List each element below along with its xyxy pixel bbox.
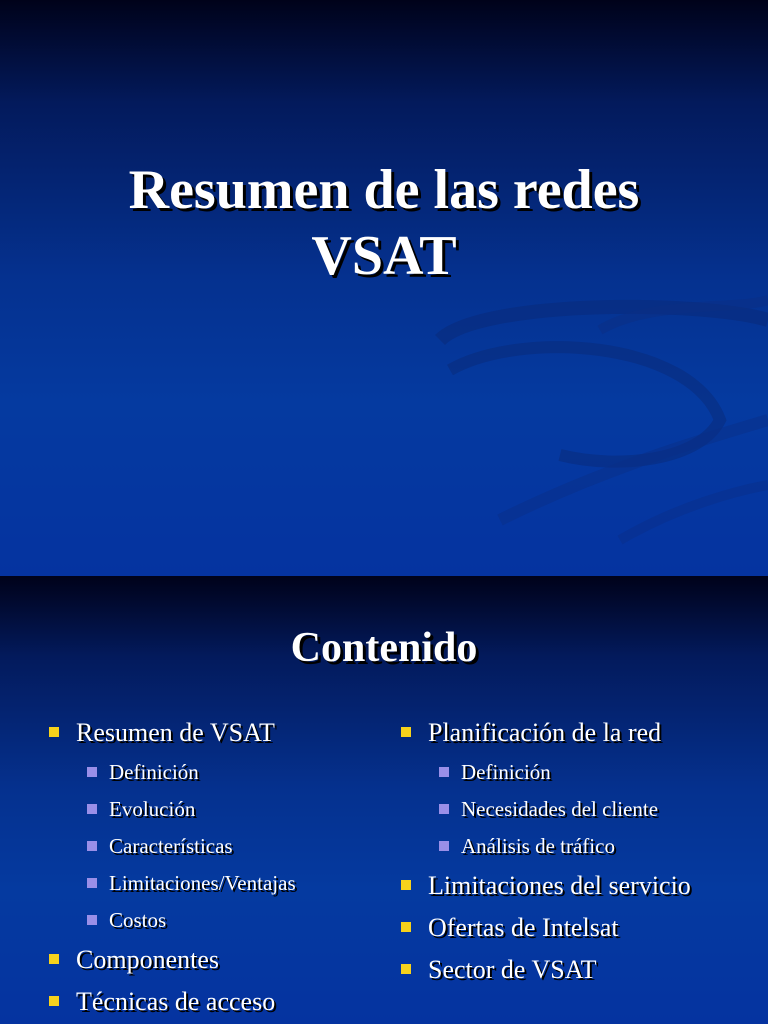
list-item [46, 712, 296, 754]
contents-slide [0, 576, 768, 1024]
lavender-square-bullet-icon [87, 878, 97, 888]
lavender-square-bullet-icon [87, 804, 97, 814]
yellow-square-bullet-icon [401, 922, 411, 932]
slide-title [0, 157, 768, 289]
lavender-square-bullet-icon [439, 767, 449, 777]
slide-title-line-2: VSAT [311, 225, 457, 287]
lavender-square-bullet-icon [439, 804, 449, 814]
list-item [46, 939, 296, 981]
sub-item-label: Necesidades del cliente [461, 797, 659, 821]
sub-item-label: Evolución [109, 797, 196, 821]
lavender-square-bullet-icon [87, 915, 97, 925]
list-item [398, 865, 691, 907]
sub-item-label: Definición [109, 760, 199, 784]
sub-item-label: Análisis de tráfico [461, 834, 615, 858]
item-label: Componentes [76, 945, 219, 974]
yellow-square-bullet-icon [49, 727, 59, 737]
yellow-square-bullet-icon [401, 727, 411, 737]
list-item [398, 712, 691, 754]
yellow-square-bullet-icon [401, 880, 411, 890]
sub-list-item [398, 828, 691, 865]
item-label: Técnicas de acceso [76, 987, 276, 1016]
sub-list-item [46, 902, 296, 939]
item-label: Ofertas de Intelsat [428, 913, 619, 942]
yellow-square-bullet-icon [401, 964, 411, 974]
lavender-square-bullet-icon [439, 841, 449, 851]
sub-list-item [46, 828, 296, 865]
list-item [46, 981, 296, 1023]
item-label: Sector de VSAT [428, 955, 597, 984]
sub-item-label: Definición [461, 760, 551, 784]
sub-item-label: Limitaciones/Ventajas [109, 871, 296, 895]
slide-title-line-1: Resumen de las redes [128, 159, 640, 221]
lavender-square-bullet-icon [87, 841, 97, 851]
right-column [398, 712, 691, 991]
sub-list-item [46, 791, 296, 828]
sub-list-item [46, 865, 296, 902]
yellow-square-bullet-icon [49, 996, 59, 1006]
lavender-square-bullet-icon [87, 767, 97, 777]
left-column [46, 712, 296, 1023]
item-label: Limitaciones del servicio [428, 871, 691, 900]
list-item [398, 949, 691, 991]
item-label: Resumen de VSAT [76, 718, 275, 747]
yellow-square-bullet-icon [49, 954, 59, 964]
contents-heading: Contenido [290, 625, 478, 671]
sub-item-label: Costos [109, 908, 167, 932]
sub-list-item [398, 754, 691, 791]
sub-list-item [46, 754, 296, 791]
sub-item-label: Características [109, 834, 233, 858]
list-item [398, 907, 691, 949]
sub-list-item [398, 791, 691, 828]
item-label: Planificación de la red [428, 718, 662, 747]
